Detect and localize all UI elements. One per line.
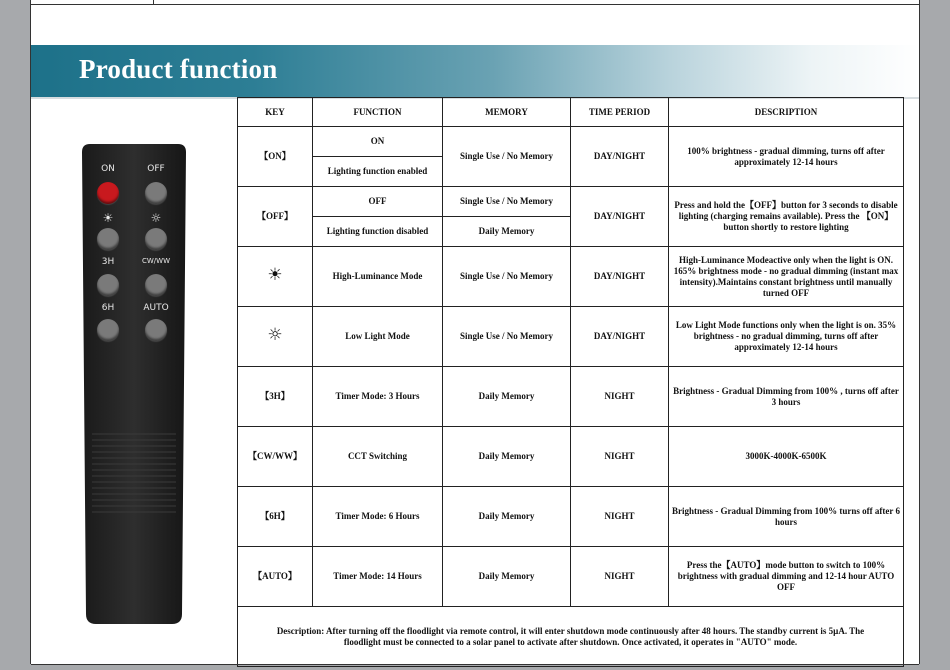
key-cw-ww: 【CW/WW】 — [238, 427, 313, 487]
description-on: 100% brightness - gradual dimming, turns off after approximately 12-14 hours — [669, 127, 904, 187]
description-off: Press and hold the【OFF】button for 3 seconds to disable lighting (charging remains available). Press the 【ON】button shortly to restore lighting — [669, 187, 904, 247]
description-low-light: Low Light Mode functions only when the light is on. 35% brightness - no gradual dimming, turns off after approximately 12-14 hours — [669, 307, 904, 367]
description-auto: Press the【AUTO】mode button to switch to 100% brightness with gradual dimming and 12-14 hour AUTO OFF — [669, 547, 904, 607]
function-low-light: Low Light Mode — [313, 307, 443, 367]
table-header-row — [238, 98, 904, 127]
remote-cw-label: CW/WW — [141, 257, 170, 265]
memory-low-light: Single Use / No Memory — [443, 307, 571, 367]
function-6h: Timer Mode: 6 Hours — [313, 487, 443, 547]
key-off: 【OFF】 — [238, 187, 313, 247]
remote-6h-button[interactable] — [97, 319, 119, 341]
memory-3h: Daily Memory — [443, 367, 571, 427]
time-low-light: DAY/NIGHT — [571, 307, 669, 367]
header-time-period: TIME PERIOD — [571, 98, 669, 127]
time-cw-ww: NIGHT — [571, 427, 669, 487]
function-off: OFF — [313, 187, 443, 217]
remote-3h-label: 3H — [101, 257, 115, 267]
table-row-high-luminance — [238, 247, 904, 307]
key-low-light — [238, 307, 313, 367]
footer-description: Description: After turning off the floodlight via remote control, it will enter shutdown mode continuously after 48 hours. The standby current is 5µA. The floodlight must be connected to a solar panel to activate after shutdown. Once activated, it operates in "AUTO" mode. — [238, 607, 904, 667]
section-banner — [31, 45, 919, 97]
key-on: 【ON】 — [238, 127, 313, 187]
product-function-table — [237, 97, 904, 667]
function-high-luminance: High-Luminance Mode — [313, 247, 443, 307]
time-3h: NIGHT — [571, 367, 669, 427]
remote-on-button[interactable] — [97, 182, 119, 204]
sun-low-icon: ☼ — [267, 325, 283, 345]
time-on: DAY/NIGHT — [571, 127, 669, 187]
time-6h: NIGHT — [571, 487, 669, 547]
header-description: DESCRIPTION — [669, 98, 904, 127]
sun-high-icon: ☀ — [267, 265, 283, 285]
remote-auto-label: AUTO — [143, 303, 169, 313]
remote-off-label: OFF — [147, 164, 165, 174]
table-row-low-light — [238, 307, 904, 367]
header-memory: MEMORY — [443, 98, 571, 127]
time-off: DAY/NIGHT — [571, 187, 669, 247]
function-cw-ww: CCT Switching — [313, 427, 443, 487]
table-row-3h — [238, 367, 904, 427]
remote-auto-button[interactable] — [145, 319, 167, 341]
remote-cw-button[interactable] — [145, 274, 167, 296]
header-function: FUNCTION — [313, 98, 443, 127]
description-cw-ww: 3000K-4000K-6500K — [669, 427, 904, 487]
remote-6h-label: 6H — [101, 303, 115, 313]
memory-cw-ww: Daily Memory — [443, 427, 571, 487]
remote-3h-button[interactable] — [97, 274, 119, 296]
table-footer-row — [238, 607, 904, 667]
function-on-detail: Lighting function enabled — [313, 157, 443, 187]
time-auto: NIGHT — [571, 547, 669, 607]
remote-off-button[interactable] — [145, 182, 167, 204]
previous-table-edge — [31, 0, 919, 5]
function-auto: Timer Mode: 14 Hours — [313, 547, 443, 607]
manual-page — [30, 0, 920, 664]
header-key: KEY — [238, 98, 313, 127]
memory-high-luminance: Single Use / No Memory — [443, 247, 571, 307]
key-3h: 【3H】 — [238, 367, 313, 427]
remote-high-luminance-icon: ☀ — [102, 211, 114, 225]
memory-auto: Daily Memory — [443, 547, 571, 607]
table-row-6h — [238, 487, 904, 547]
section-title: Product function — [79, 54, 278, 84]
memory-6h: Daily Memory — [443, 487, 571, 547]
description-high-luminance: High-Luminance Modeactive only when the light is ON. 165% brightness mode - no gradual dimming (instant max intensity).Maintains constant brightness until manually turned OFF — [669, 247, 904, 307]
description-6h: Brightness - Gradual Dimming from 100% turns off after 6 hours — [669, 487, 904, 547]
description-3h: Brightness - Gradual Dimming from 100% , turns off after 3 hours — [669, 367, 904, 427]
key-auto: 【AUTO】 — [238, 547, 313, 607]
time-high-luminance: DAY/NIGHT — [571, 247, 669, 307]
remote-image-panel — [31, 97, 237, 664]
table-row-auto — [238, 547, 904, 607]
memory-on: Single Use / No Memory — [443, 127, 571, 187]
memory-off-single: Single Use / No Memory — [443, 187, 571, 217]
table-row-cw-ww — [238, 427, 904, 487]
key-6h: 【6H】 — [238, 487, 313, 547]
function-3h: Timer Mode: 3 Hours — [313, 367, 443, 427]
remote-low-light-button[interactable] — [145, 228, 167, 250]
remote-low-light-icon: ☼ — [150, 211, 162, 225]
function-on: ON — [313, 127, 443, 157]
table-row-on — [238, 127, 904, 157]
remote-on-label: ON — [101, 164, 115, 174]
remote-high-luminance-button[interactable] — [97, 228, 119, 250]
table-row-off — [238, 187, 904, 217]
memory-off-daily: Daily Memory — [443, 217, 571, 247]
function-off-detail: Lighting function disabled — [313, 217, 443, 247]
key-high-luminance — [238, 247, 313, 307]
